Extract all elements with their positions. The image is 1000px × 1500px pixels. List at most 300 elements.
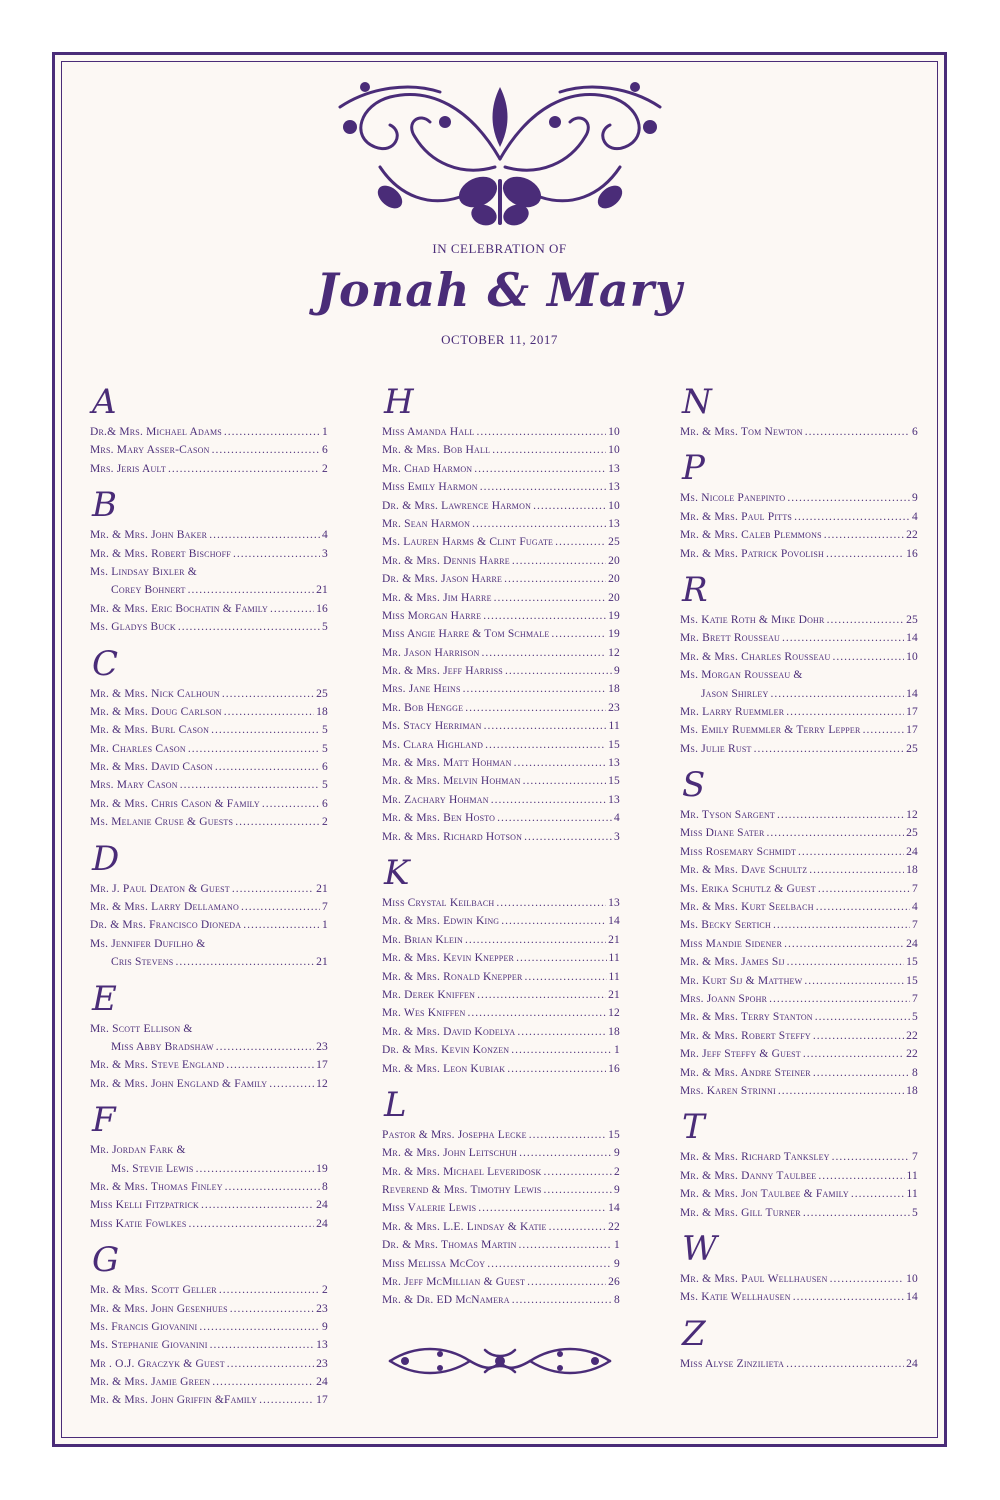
- table-number: 20: [608, 573, 620, 586]
- guest-entry: [680, 990, 918, 1008]
- leader-dots: [481, 644, 606, 662]
- leader-dots: [754, 740, 905, 758]
- leader-dots: [480, 478, 606, 496]
- guest-name: Miss Amanda Hall: [382, 426, 475, 438]
- guest-entry: [382, 772, 620, 790]
- leader-dots: [487, 1255, 612, 1273]
- guest-entry: [382, 497, 620, 515]
- guest-name: Mr. & Mrs. Richard Tanksley: [680, 1151, 830, 1164]
- guest-entry: [90, 916, 328, 934]
- guest-entry: [90, 618, 328, 636]
- guest-name: Ms. Jennifer Dufilho &: [90, 937, 206, 950]
- guest-entry: [90, 600, 328, 618]
- guest-entry: [90, 953, 328, 971]
- table-number: 21: [608, 988, 620, 1001]
- guest-name: Mr. & Mrs. Ronald Knepper: [382, 970, 523, 983]
- table-number: 11: [608, 720, 620, 733]
- leader-dots: [784, 935, 904, 953]
- leader-dots: [477, 423, 607, 441]
- leader-dots: [787, 489, 910, 507]
- guest-entry: [382, 460, 620, 478]
- leader-dots: [225, 1178, 320, 1196]
- guest-name: Mr. & Mrs. Jeff Harriss: [382, 665, 503, 678]
- guest-entry: [90, 795, 328, 813]
- table-number: 8: [614, 1294, 620, 1307]
- leader-dots: [201, 1196, 314, 1214]
- guest-name: Ms. Lauren Harms & Clint Fugate: [382, 536, 554, 549]
- section-letter-d: D: [92, 838, 120, 879]
- table-number: 2: [614, 1165, 620, 1178]
- table-number: 10: [906, 650, 918, 663]
- event-date: OCTOBER 11, 2017: [441, 332, 558, 347]
- section-letter-s: S: [682, 765, 706, 806]
- section-letter-w: W: [682, 1228, 717, 1269]
- guest-name: Mr. Kurt Sij & Matthew: [680, 974, 803, 987]
- guest-entry: [382, 1126, 620, 1144]
- leader-dots: [226, 1056, 314, 1074]
- guest-name: Mr. & Mrs. Burl Cason: [90, 724, 210, 737]
- table-number: 2: [322, 462, 328, 475]
- guest-name: Miss Emily Harmon: [382, 481, 478, 494]
- leader-dots: [189, 1215, 315, 1233]
- guest-entry: [90, 581, 328, 599]
- table-number: 12: [608, 1007, 620, 1020]
- table-number: 24: [906, 845, 918, 858]
- section-letter-r: R: [682, 569, 708, 610]
- leader-dots: [243, 916, 320, 934]
- leader-dots: [269, 1075, 314, 1093]
- guest-name: Ms. Emily Ruemmler & Terry Lepper: [680, 724, 861, 737]
- table-number: 1: [614, 1044, 620, 1057]
- guest-entry: [382, 828, 620, 846]
- guest-name: Mr. & Mrs. Leon Kubiak: [382, 1062, 506, 1075]
- leader-dots: [507, 1060, 606, 1078]
- guest-entry: [90, 1391, 328, 1409]
- guest-name: Mr. & Mrs. Nick Calhoun: [90, 687, 220, 700]
- guest-entry: [680, 721, 918, 739]
- table-number: 23: [608, 701, 620, 714]
- table-number: 5: [322, 621, 328, 634]
- table-number: 23: [316, 1040, 328, 1053]
- guest-entry: [382, 1163, 620, 1181]
- guest-entry: [382, 644, 620, 662]
- guest-name: Mr. & Mrs. Terry Stanton: [680, 1011, 813, 1024]
- butterfly-flourish-icon: [320, 67, 680, 237]
- table-number: 15: [608, 775, 620, 788]
- guest-entry: [382, 1060, 620, 1078]
- guest-name: Jason Shirley: [701, 687, 769, 700]
- leader-dots: [524, 828, 612, 846]
- guest-name: Mr. Jeff Steffy & Guest: [680, 1048, 801, 1061]
- leader-dots: [833, 648, 905, 666]
- guest-name: Ms. Lindsay Bixler &: [90, 565, 197, 578]
- guest-name: Mr. Jeff McMillian & Guest: [382, 1276, 526, 1289]
- guest-name: Mrs. Jane Heins: [382, 683, 461, 696]
- section-letter-a: A: [92, 382, 117, 422]
- guest-name: Mr. Jason Harrison: [382, 646, 480, 659]
- guest-entry: [680, 666, 918, 684]
- table-number: 6: [322, 797, 328, 810]
- guest-entry: [382, 791, 620, 809]
- leader-dots: [533, 497, 606, 515]
- table-number: 13: [608, 481, 620, 494]
- guest-entry: [680, 1045, 918, 1063]
- guest-name: Mr. Tyson Sargent: [680, 809, 776, 822]
- guest-name: Mr. Wes Kniffen: [382, 1007, 466, 1020]
- table-number: 16: [608, 1062, 620, 1075]
- guest-name: Mr. & Mrs. Patrick Povolish: [680, 547, 824, 560]
- leader-dots: [525, 968, 607, 986]
- table-number: 11: [906, 1188, 918, 1201]
- guest-entry: [382, 1199, 620, 1217]
- guest-entry: [680, 1270, 918, 1288]
- guest-name: Mr. & Mrs. David Cason: [90, 761, 213, 774]
- guest-name: Miss Rosemary Schmidt: [680, 845, 797, 858]
- table-number: 2: [322, 816, 328, 829]
- table-number: 25: [906, 827, 918, 840]
- table-number: 15: [906, 974, 918, 987]
- guest-entry: [680, 824, 918, 842]
- table-number: 2: [322, 1284, 328, 1297]
- table-number: 18: [608, 683, 620, 696]
- section-letter-g: G: [92, 1240, 120, 1281]
- guest-entry: [90, 545, 328, 563]
- leader-dots: [467, 1004, 606, 1022]
- guest-entry: [90, 758, 328, 776]
- guest-name: Mr. Bob Hengge: [382, 701, 464, 714]
- guest-name: Dr.& Mrs. Michael Adams: [90, 426, 222, 438]
- leader-dots: [216, 1038, 314, 1056]
- leader-dots: [474, 460, 606, 478]
- section-letter-c: C: [92, 643, 119, 684]
- leader-dots: [483, 607, 606, 625]
- table-number: 21: [608, 933, 620, 946]
- table-number: 10: [608, 444, 620, 457]
- guest-entry: [382, 736, 620, 754]
- guest-name: Ms. Nicole Panepinto: [680, 492, 786, 505]
- table-number: 18: [608, 1025, 620, 1038]
- guest-entry: [680, 1355, 918, 1373]
- table-number: 26: [608, 1276, 620, 1289]
- leader-dots: [501, 912, 606, 930]
- guest-entry: [90, 880, 328, 898]
- leader-dots: [478, 1199, 606, 1217]
- leader-dots: [543, 1163, 612, 1181]
- leader-dots: [465, 699, 606, 717]
- section-letter-p: P: [682, 448, 705, 489]
- leader-dots: [793, 1288, 904, 1306]
- guest-name: Mr. & Mrs. Jim Harre: [382, 591, 492, 604]
- table-number: 10: [906, 1272, 918, 1285]
- guest-name: Ms. Erika Schutlz & Guest: [680, 882, 816, 895]
- guest-entry: [382, 589, 620, 607]
- guest-entry: [680, 916, 918, 934]
- guest-name: Miss Angie Harre & Tom Schmale: [382, 628, 550, 641]
- table-number: 24: [906, 1357, 918, 1370]
- table-number: 15: [608, 738, 620, 751]
- table-number: 6: [912, 426, 918, 438]
- guest-name: Mr. Jordan Fark &: [90, 1144, 186, 1157]
- guest-name: Mr. & Mrs. Jamie Green: [90, 1376, 211, 1389]
- guest-name: Mr. & Mrs. Andre Steiner: [680, 1066, 811, 1079]
- leader-dots: [824, 526, 904, 544]
- leader-dots: [786, 703, 904, 721]
- table-number: 14: [906, 687, 918, 700]
- table-number: 5: [322, 779, 328, 792]
- leader-dots: [497, 809, 612, 827]
- guest-name: Mr. & Mrs. Matt Hohman: [382, 757, 512, 770]
- table-number: 21: [316, 584, 328, 597]
- guest-entry: [90, 1178, 328, 1196]
- guest-entry: [90, 740, 328, 758]
- leader-dots: [494, 589, 606, 607]
- guest-entry: [680, 953, 918, 971]
- guest-name: Mrs. Joann Spohr: [680, 992, 768, 1005]
- guest-entry: [382, 968, 620, 986]
- guest-name: Mr. & Mrs. John Griffin &Family: [90, 1394, 258, 1407]
- table-number: 6: [322, 444, 328, 457]
- guest-name: Pastor & Mrs. Josepha Lecke: [382, 1128, 527, 1141]
- guest-entry: [680, 861, 918, 879]
- table-number: 5: [322, 742, 328, 755]
- leader-dots: [175, 953, 314, 971]
- table-number: 17: [316, 1394, 328, 1407]
- guest-name: Mr. Chad Harmon: [382, 462, 473, 475]
- guest-name: Mr. & Mrs. David Kodelya: [382, 1025, 516, 1038]
- guest-name: Ms. Katie Roth & Mike Dohr: [680, 613, 825, 626]
- leader-dots: [767, 824, 905, 842]
- guest-name: Mr. & Mrs. Thomas Finley: [90, 1180, 223, 1193]
- leader-dots: [519, 1144, 612, 1162]
- guest-name: Mr. J. Paul Deaton & Guest: [90, 882, 230, 895]
- guest-entry: [680, 740, 918, 758]
- leader-dots: [555, 533, 606, 551]
- guest-name: Mr. & Mrs. L.E. Lindsay & Katie: [382, 1220, 547, 1233]
- guest-name: Miss Abby Bradshaw: [111, 1040, 214, 1053]
- section-letter-t: T: [682, 1107, 705, 1148]
- guest-name: Mr. & Mrs. Paul Pitts: [680, 510, 793, 523]
- guest-entry: [382, 1218, 620, 1236]
- guest-entry: [680, 898, 918, 916]
- guest-entry: [90, 685, 328, 703]
- leader-dots: [786, 1355, 904, 1373]
- table-number: 12: [608, 646, 620, 659]
- guest-name: Mr. & Mrs. Robert Bischoff: [90, 547, 231, 560]
- leader-dots: [813, 1027, 904, 1045]
- leader-dots: [270, 600, 314, 618]
- leader-dots: [259, 1391, 314, 1409]
- guest-name: Reverend & Mrs. Timothy Lewis: [382, 1184, 542, 1197]
- leader-dots: [235, 813, 320, 831]
- guest-name: Mr. & Dr. ED McNamera: [382, 1294, 510, 1307]
- table-number: 4: [614, 812, 620, 825]
- leader-dots: [465, 931, 606, 949]
- table-number: 4: [912, 901, 918, 914]
- guest-name: Mr. & Mrs. James Sij: [680, 956, 785, 969]
- guest-entry: [90, 1300, 328, 1318]
- couple-names: Jonah & Mary: [316, 263, 683, 317]
- table-number: 14: [906, 632, 918, 645]
- guest-entry: [90, 1196, 328, 1214]
- leader-dots: [805, 423, 910, 441]
- guest-name: Dr. & Mrs. Kevin Konzen: [382, 1044, 510, 1057]
- guest-entry: [382, 717, 620, 735]
- table-number: 17: [316, 1059, 328, 1072]
- guest-name: Mr. & Mrs. Bob Hall: [382, 444, 491, 457]
- guest-name: Miss Valerie Lewis: [382, 1202, 477, 1215]
- leader-dots: [477, 986, 606, 1004]
- leader-dots: [816, 898, 910, 916]
- leader-dots: [224, 423, 320, 441]
- guest-entry: [382, 478, 620, 496]
- guest-entry: [680, 843, 918, 861]
- leader-dots: [485, 736, 606, 754]
- seating-chart: [52, 52, 947, 1447]
- leader-dots: [178, 618, 320, 636]
- leader-dots: [491, 791, 606, 809]
- guest-entry: [90, 813, 328, 831]
- table-number: 22: [906, 529, 918, 542]
- leader-dots: [472, 515, 606, 533]
- guest-entry: [680, 648, 918, 666]
- guest-name: Mr. & Mrs. Kevin Knepper: [382, 952, 515, 965]
- section-letter-n: N: [682, 382, 712, 422]
- guest-entry: [382, 680, 620, 698]
- leader-dots: [492, 441, 606, 459]
- guest-name: Mr. Brian Klein: [382, 933, 463, 946]
- guest-name: Mr. & Mrs. Charles Rousseau: [680, 650, 831, 663]
- guest-entry: [680, 1185, 918, 1203]
- table-number: 14: [906, 1291, 918, 1304]
- guest-entry: [680, 972, 918, 990]
- table-number: 9: [614, 1184, 620, 1197]
- guest-name: Ms. Melanie Cruse & Guests: [90, 816, 234, 829]
- guest-name: Mr. & Mrs. Robert Steffy: [680, 1029, 811, 1042]
- guest-entry: [680, 1027, 918, 1045]
- table-number: 11: [906, 1169, 918, 1182]
- table-number: 7: [322, 901, 328, 914]
- section-letter-k: K: [384, 852, 410, 893]
- guest-entry: [90, 1075, 328, 1093]
- guest-name: Miss Alyse Zinzilieta: [680, 1357, 785, 1370]
- guest-entry: [382, 1004, 620, 1022]
- leader-dots: [818, 880, 910, 898]
- leader-dots: [496, 894, 606, 912]
- table-number: 24: [316, 1376, 328, 1389]
- guest-entry: [680, 703, 918, 721]
- table-number: 13: [608, 896, 620, 909]
- guest-name: Mr. & Mrs. Doug Carlson: [90, 705, 222, 718]
- guest-name: Ms. Morgan Rousseau &: [680, 669, 803, 682]
- guest-entry: [680, 880, 918, 898]
- guest-name: Miss Kelli Fitzpatrick: [90, 1199, 200, 1212]
- table-number: 23: [316, 1357, 328, 1370]
- leader-dots: [232, 880, 314, 898]
- leader-dots: [778, 1082, 904, 1100]
- leader-dots: [262, 795, 320, 813]
- guest-entry: [90, 1215, 328, 1233]
- section-letter-l: L: [384, 1084, 407, 1125]
- guest-name: Miss Melissa McCoy: [382, 1257, 486, 1270]
- guest-entry: [382, 662, 620, 680]
- table-number: 13: [316, 1339, 328, 1352]
- guest-entry: [382, 441, 620, 459]
- leader-dots: [826, 545, 904, 563]
- guest-entry: [382, 533, 620, 551]
- table-number: 8: [322, 1180, 328, 1193]
- guest-name: Corey Bohnert: [111, 584, 186, 597]
- guest-name: Mr. Charles Cason: [90, 742, 186, 755]
- guest-name: Mr. & Mrs. Michael Leveridosk: [382, 1165, 542, 1178]
- leader-dots: [804, 972, 904, 990]
- leader-dots: [222, 685, 314, 703]
- guest-name: Mr. & Mrs. Richard Hotson: [382, 830, 523, 843]
- guest-entry: [90, 441, 328, 459]
- guest-name: Mr. & Mrs. Dennis Harre: [382, 554, 510, 567]
- leader-dots: [199, 1318, 320, 1336]
- table-number: 11: [608, 952, 620, 965]
- table-number: 7: [912, 919, 918, 932]
- table-number: 13: [608, 462, 620, 475]
- table-number: 5: [912, 1011, 918, 1024]
- table-number: 3: [614, 830, 620, 843]
- table-number: 13: [608, 793, 620, 806]
- leader-dots: [830, 1270, 905, 1288]
- guest-name: Mr. & Mrs. Danny Taulbee: [680, 1169, 817, 1182]
- guest-name: Mr. & Mrs. Tom Newton: [680, 426, 803, 438]
- table-number: 18: [906, 1084, 918, 1097]
- guest-entry: [382, 607, 620, 625]
- guest-name: Mr. & Mrs. John England & Family: [90, 1077, 268, 1090]
- table-number: 20: [608, 591, 620, 604]
- guest-name: Ms. Clara Highland: [382, 738, 484, 751]
- guest-entry: [90, 898, 328, 916]
- table-number: 11: [608, 970, 620, 983]
- guest-entry: [382, 552, 620, 570]
- leader-dots: [782, 629, 904, 647]
- section-letter-z: Z: [682, 1313, 706, 1354]
- guest-entry: [680, 935, 918, 953]
- table-number: 19: [316, 1162, 328, 1175]
- guest-entry: [680, 545, 918, 563]
- guest-entry: [90, 1160, 328, 1178]
- guest-entry: [90, 563, 328, 581]
- table-number: 24: [906, 937, 918, 950]
- leader-dots: [463, 680, 606, 698]
- table-number: 24: [316, 1199, 328, 1212]
- guest-name: Mrs. Karen Strinni: [680, 1084, 776, 1097]
- guest-entry: [680, 1008, 918, 1026]
- guest-name: Miss Katie Fowlkes: [90, 1217, 187, 1230]
- leader-dots: [211, 721, 320, 739]
- table-number: 16: [906, 547, 918, 560]
- leader-dots: [241, 898, 320, 916]
- guest-entry: [90, 703, 328, 721]
- leader-dots: [809, 861, 904, 879]
- leader-dots: [505, 662, 612, 680]
- guest-name: Mr. & Mrs. Jon Taulbee & Family: [680, 1188, 849, 1201]
- guest-name: Mr. Derek Kniffen: [382, 988, 476, 1001]
- guest-entry: [382, 1291, 620, 1309]
- leader-dots: [212, 1373, 314, 1391]
- guest-entry: [90, 1355, 328, 1373]
- guest-name: Mr. Sean Harmon: [382, 517, 471, 530]
- leader-dots: [832, 1148, 910, 1166]
- leader-dots: [851, 1185, 905, 1203]
- guest-name: Mr. Scott Ellison &: [90, 1022, 193, 1035]
- table-number: 22: [608, 1220, 620, 1233]
- guest-entry: [382, 1041, 620, 1059]
